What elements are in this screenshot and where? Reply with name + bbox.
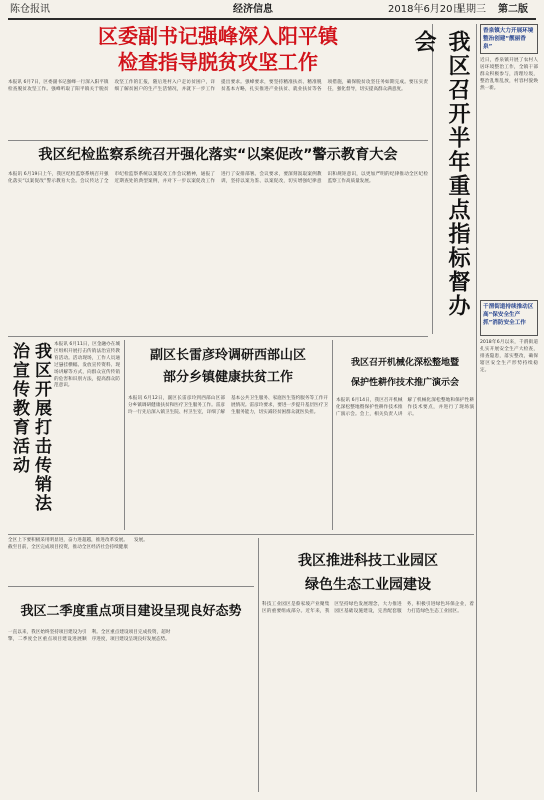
masthead [8, 2, 536, 20]
column-rule [124, 340, 125, 530]
health-headline-line2: 部分乡镇健康扶贫工作 [162, 370, 293, 385]
lead-body: 本报讯 6月7日，区委副书记强峰一行深入阳平镇检查脱贫攻坚工作。强峰听取了阳平镇关于脱贫攻坚工作的汇报，随后进村入户走访贫困户，详细了解贫困户的生产生活情况，并就下一步工作提出要求。强峰要求，要坚持精准扶贫、精准脱贫基本方略，扎实推进产业扶贫、就业扶贫等各项措施，确保脱贫攻坚任务如期完成。要压实责任，强化督导，切实提高群众满意度。 [8, 80, 428, 92]
sidebar-item2-title: 千渭街道持续推动区高“保安全生产 抓”消防安全工作 [483, 304, 534, 326]
agri-body: 本报讯 6月14日，我区召开机械化深松整地暨保护性耕作技术推广演示会。会上，相关负责人讲解了机械化深松整地和保护性耕作技术要点，并进行了现场演示。 [336, 398, 474, 417]
discipline-body: 本报讯 6月19日上午，我区纪检监察系统召开强化落实“以案促改”警示教育大会。会议传达了全市纪检监察系统以案促改工作会议精神，通报了近期查处的典型案例，并对下一步以案促改工作进行了安排部署。会议要求，要深刻汲取案例教训，坚持以案为鉴、以案促改，切实增强纪律意识和规矩意识，以更加严明的纪律推动全区纪检监察工作高质量发展。 [8, 172, 428, 184]
column-rule [432, 24, 433, 334]
sidebar-item2-body: 2018年6月以来，千渭街道扎实开展安全生产大检查，排查隐患，落实整改，确保辖区安全生产形势持续稳定。 [480, 340, 538, 373]
sidebar-item1-title: 香泉镇大力开展环境整治创建“靓丽香泉” [483, 28, 534, 50]
bottom-left-intro: 全区上下要积极采用明显进，奋力进超越，推进改革发展。截至目前，全区完成项目投资，推动全区经济社会持续健康发展。 [8, 538, 148, 550]
health-body: 本报讯 6月12日，副区长雷彦玲到西部山区部分乡镇调研健康扶贫和医疗卫生服务工作。雷彦玲一行先后深入镇卫生院、村卫生室，详细了解基本公共卫生服务、家庭医生签约服务等工作开展情况。雷彦玲要求，要进一步提升基层医疗卫生服务能力，切实减轻贫困群众就医负担。 [128, 396, 328, 415]
issue-date: 2018年6月20日 [388, 4, 463, 15]
bottom-left-headline: 我区二季度重点项目建设呈现良好态势 [20, 604, 242, 619]
weekday: 星期三 [456, 4, 486, 15]
sidebar-item2-title-box [480, 300, 538, 336]
law-body: 本报讯 6月11日，区金融办在城区组织开展打击传销法治宣传教育活动。活动现场，工作人员通过悬挂横幅、发放宣传资料、现场讲解等方式，向群众宣传传销的危害和识别方法，提高群众防范意识。 [54, 342, 120, 389]
paper-name: 陈仓报讯 [10, 4, 50, 15]
law-title: 我区开展打击传销法治宣传教育活动 [9, 342, 51, 513]
sidebar-item1-body: 近日，香泉镇开展了农村人居环境整治工作，全镇干部群众积极参与，清理垃圾，整治乱堆乱放，村容村貌焕然一新。 [480, 58, 538, 91]
column-rule [476, 24, 477, 792]
park-headline-line2: 绿色生态工业园建设 [305, 577, 431, 593]
section-name: 经济信息 [233, 4, 273, 15]
discipline-headline: 我区纪检监察系统召开强化落实“以案促改”警示教育大会 [38, 147, 398, 163]
bottom-left-body: 一直以来，我区始终坚持项目建设为引擎，二季度全区重点项目建设进展顺利。全区重点建设项目完成投资，超时序进度，项目建设呈现良好发展态势。 [8, 630, 171, 642]
park-headline-line1: 我区推进科技工业园区 [298, 553, 438, 569]
divider [8, 534, 474, 535]
divider [8, 586, 254, 587]
agri-headline-line2: 保护性耕作技术推广演示会 [350, 378, 459, 388]
divider [8, 336, 428, 337]
lead-headline-line2: 检查指导脱贫攻坚工作 [118, 50, 318, 74]
agri-headline-line1: 我区召开机械化深松整地暨 [350, 358, 459, 368]
divider [8, 140, 428, 141]
sidebar-item1-title-box [480, 24, 538, 54]
edition-label: 第二版 [498, 4, 528, 15]
column-rule [332, 340, 333, 530]
health-headline-line1: 副区长雷彦玲调研西部山区 [149, 348, 306, 363]
park-body: 科技工业园区是蔡家坡产业聚集区的重要组成部分。近年来，我区坚持绿色发展理念，大力推进园区基础设施建设，完善配套服务，积极引进绿色环保企业，着力打造绿色生态工业园区。 [262, 602, 474, 614]
lead-headline-line1: 区委副书记强峰深入阳平镇 [98, 24, 338, 48]
column-rule [258, 538, 259, 792]
supervision-title: 我区召开半年重点指标督办会 [411, 30, 470, 318]
